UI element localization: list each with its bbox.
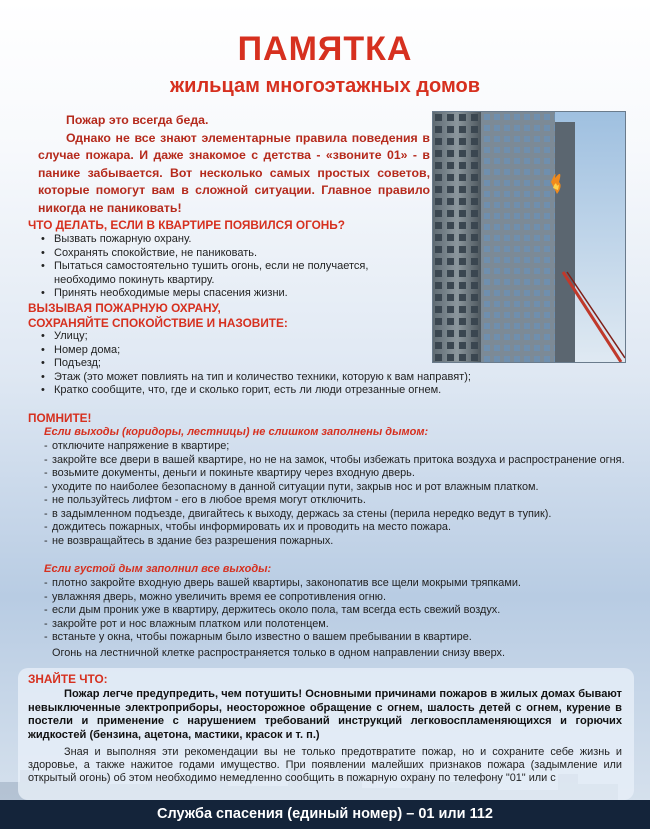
list-item: - в задымленном подъезде, двигайтесь к выходу, держась за стены (перила нередко ведут в тупик).: [44, 508, 634, 522]
case-light-smoke: Если выходы (коридоры, лестницы) не слишком заполнены дымом:: [44, 426, 429, 438]
call-info-list: [38, 330, 471, 398]
list-item: - закройте все двери в вашей квартире, но не на замок, чтобы избежать притока воздуха и распространение огня.: [44, 454, 634, 468]
list-item: - плотно закройте входную дверь вашей квартиры, законопатив все щели мокрыми тряпками.: [44, 577, 634, 591]
list-item: - не возвращайтесь в здание без разрешения пожарных.: [44, 535, 634, 549]
remember-heading: ПОМНИТЕ!: [28, 411, 92, 425]
call-heading-line: СОХРАНЯЙТЕ СПОКОЙСТВИЕ И НАЗОВИТЕ:: [28, 316, 288, 330]
call-heading-line: ВЫЗЫВАЯ ПОЖАРНУЮ ОХРАНУ,: [28, 301, 221, 315]
case-heavy-smoke: Если густой дым заполнил все выходы:: [44, 563, 272, 575]
fire-actions-list: [38, 233, 368, 301]
list-item: • Сохранять спокойствие, не паниковать.: [38, 247, 368, 261]
list-item: необходимо покинуть квартиру.: [54, 273, 215, 286]
list-item: - отключите напряжение в квартире;: [44, 440, 634, 454]
list-item: - уходите по наиболее безопасному в данной ситуации пути, закрыв нос и рот влажным платком.: [44, 481, 634, 495]
emergency-footer: Служба спасения (единый номер) – 01 или 112: [0, 800, 650, 829]
intro-paragraph: Однако не все знают элементарные правила поведения в случае пожара. И даже знакомое с детства - «звоните 01» - в панике забывается. Вот несколько самых простых советов, которые помогут вам в сложной ситуации. Главное правило никогда не паниковать!: [38, 130, 430, 215]
list-item: • Этаж (это может повлиять на тип и количество техники, которую к вам направят);: [38, 371, 471, 385]
list-item: - не пользуйтесь лифтом - его в любое время могут отключить.: [44, 494, 634, 508]
know-heading: ЗНАЙТЕ ЧТО:: [28, 672, 108, 686]
list-item: - если дым проник уже в квартиру, держитесь около пола, там всегда есть свежий воздух.: [44, 604, 634, 618]
closing-note: Огонь на лестничной клетке распространяется только в одном направлении снизу вверх.: [52, 647, 506, 659]
know-bold-text: Пожар легче предупредить, чем потушить! Основными причинами пожаров в жилых домах бывают невыключенные электроприборы, неосторожное обращение с огнем, шалость детей с огнем, курение в постели и применение с нарушением требований инструкций легковоспламеняющихся и горючих жидкостей (бензина, ацетона, мастики, красок и т. п.): [28, 688, 622, 741]
light-smoke-list: [44, 440, 634, 548]
page-title: ПАМЯТКА: [237, 30, 413, 68]
intro-text: [38, 112, 430, 217]
call-section-heading: [28, 301, 288, 331]
know-plain-text: Зная и выполняя эти рекомендации вы не только предотвратите пожар, но и сохраните себе жизнь и здоровье, а также нажитое годами имущество. При появлении малейших признаков пожара (задымление или открытый огонь) об этом необходимо немедленно сообщить в пожарную охрану по телефону "01" или с: [28, 746, 622, 785]
page-subtitle: жильцам многоэтажных домов: [169, 75, 480, 97]
intro-line: Пожар это всегда беда.: [66, 113, 209, 127]
list-item: • Кратко сообщите, что, где и сколько горит, есть ли люди отрезанные огнем.: [38, 384, 471, 398]
list-item: - увлажняя дверь, можно увеличить время ее сопротивления огню.: [44, 591, 634, 605]
list-item: • Пытаться самостоятельно тушить огонь, если не получается,: [38, 260, 368, 274]
list-item: • Улицу;: [38, 330, 471, 344]
list-item: - возьмите документы, деньги и покиньте квартиру через входную дверь.: [44, 467, 634, 481]
list-item: • Подъезд;: [38, 357, 471, 371]
burning-building-photo: [432, 111, 626, 363]
list-item: • Номер дома;: [38, 344, 471, 358]
fire-section-heading: ЧТО ДЕЛАТЬ, ЕСЛИ В КВАРТИРЕ ПОЯВИЛСЯ ОГОНЬ?: [28, 218, 345, 232]
list-item: • Вызвать пожарную охрану.: [38, 233, 368, 247]
list-item: • Принять необходимые меры спасения жизни.: [38, 287, 368, 301]
heavy-smoke-list: [44, 577, 634, 645]
list-item: - встаньте у окна, чтобы пожарным было известно о вашем пребывании в квартире.: [44, 631, 634, 645]
list-item: - дождитесь пожарных, чтобы информировать их и проводить на место пожара.: [44, 521, 634, 535]
list-item: - закройте рот и нос влажным платком или полотенцем.: [44, 618, 634, 632]
